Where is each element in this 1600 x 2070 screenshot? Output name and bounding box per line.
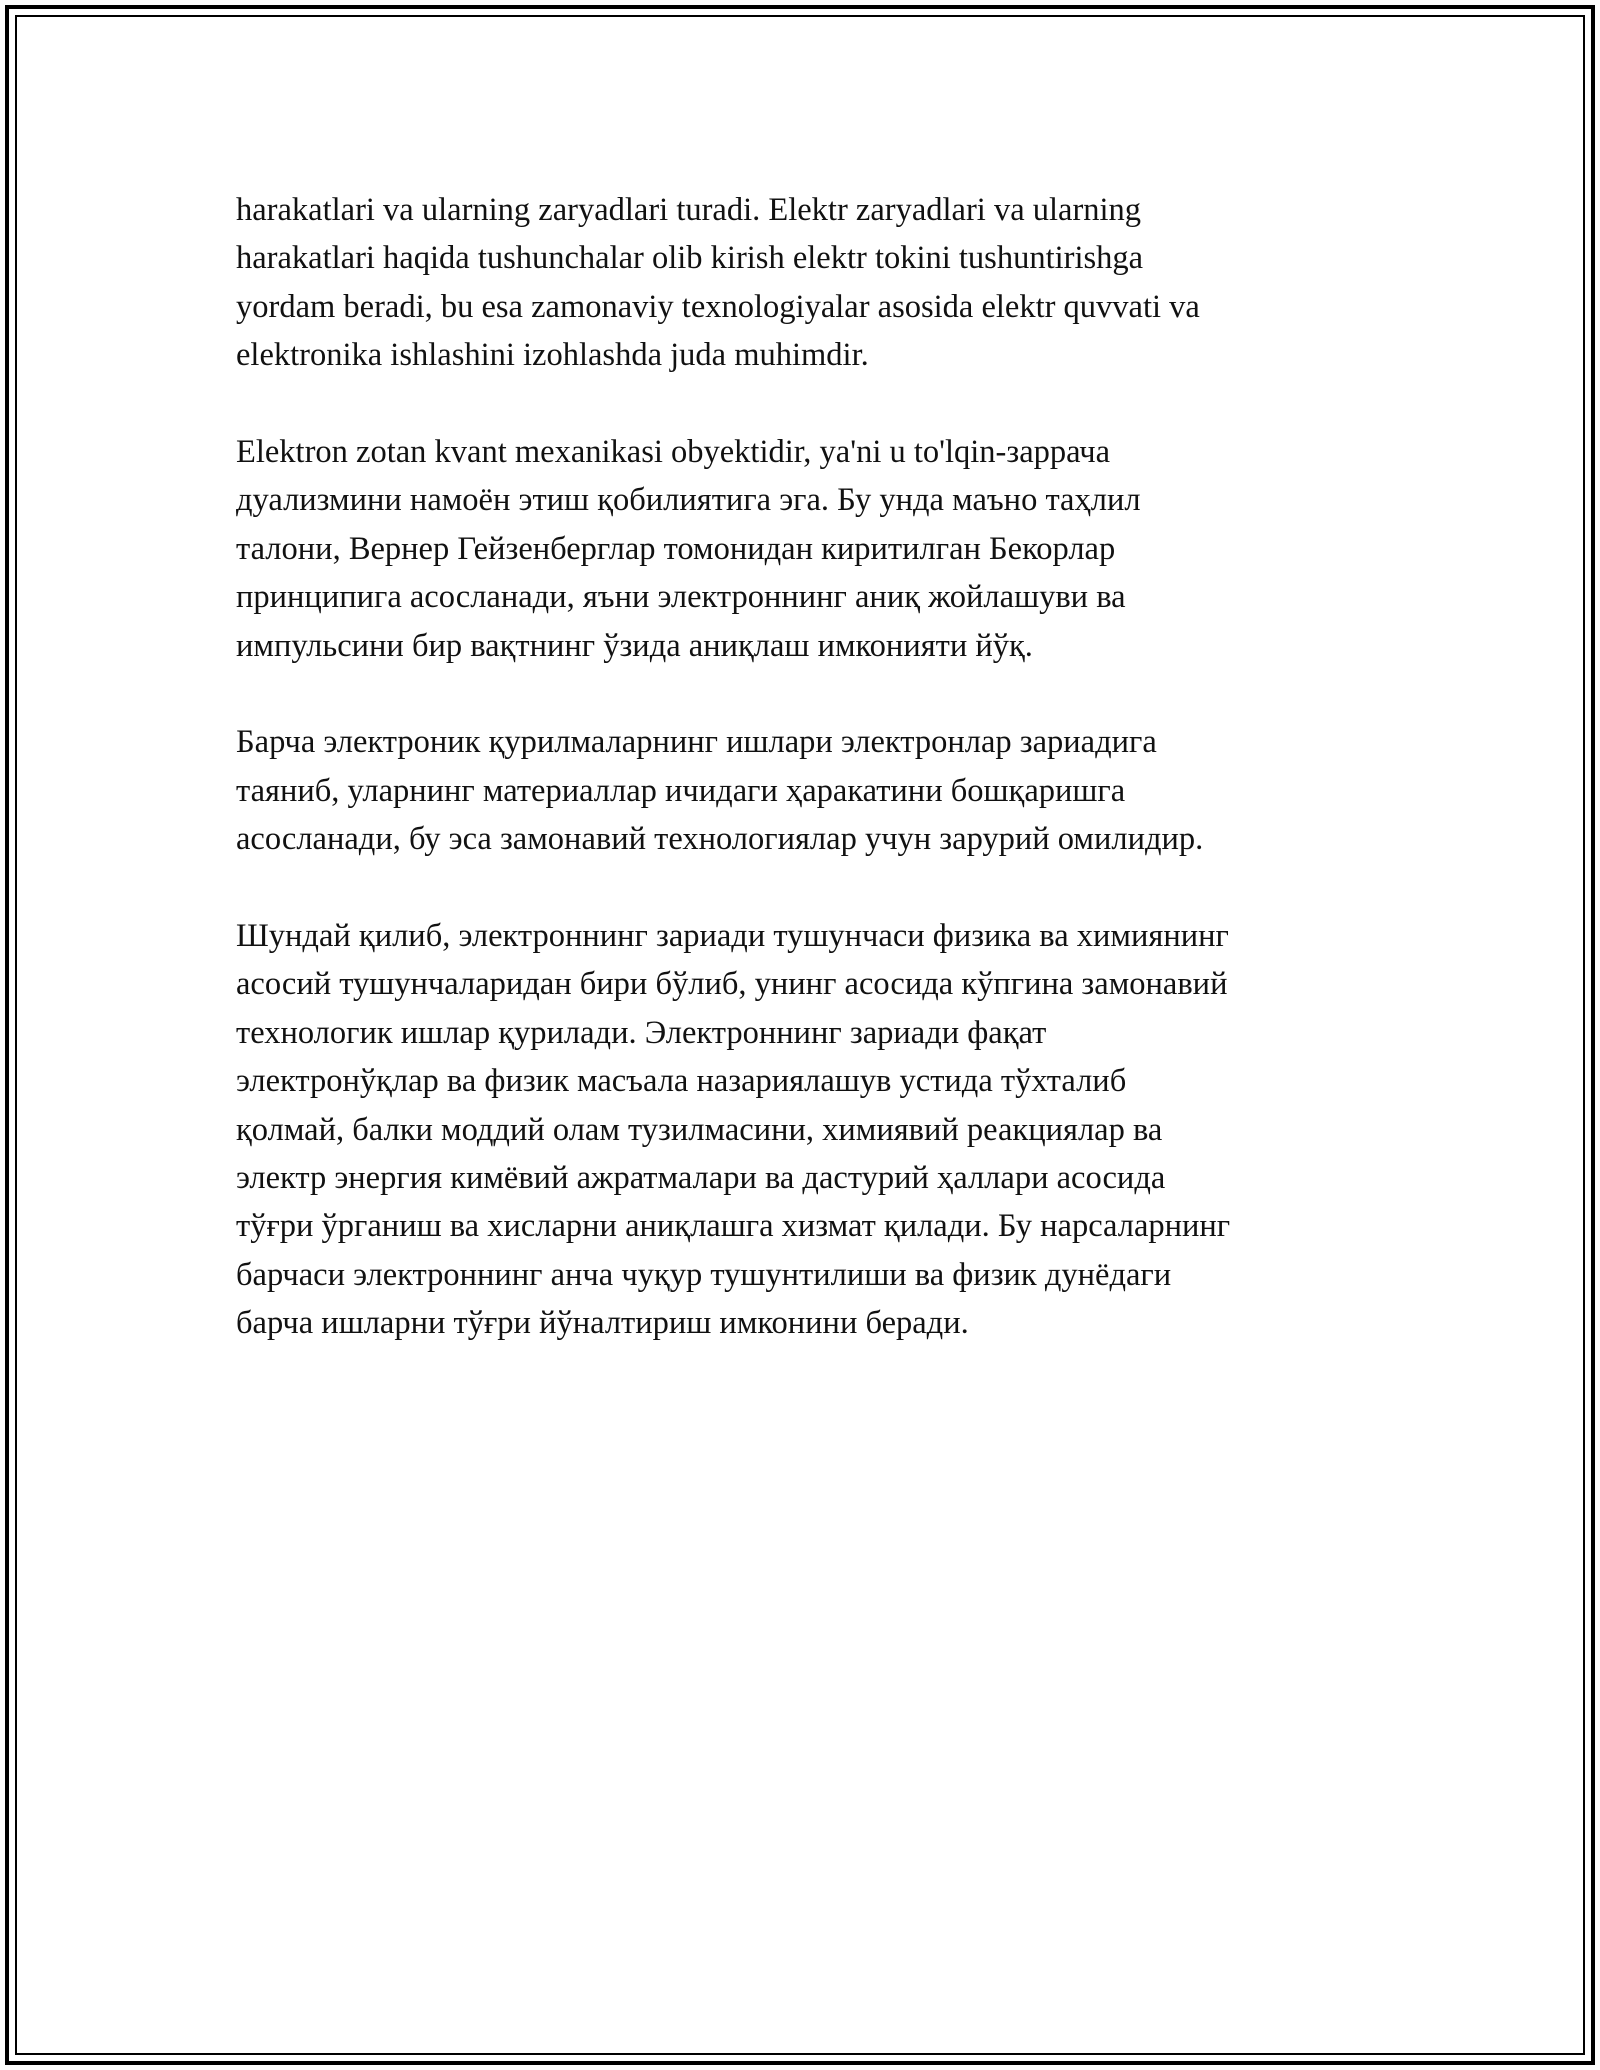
text-line: барча ишларни тўғри йўналтириш имконини беради. xyxy=(236,1305,969,1342)
text-line: тўғри ўрганиш ва хисларни аниқлашга хизмат қилади. Бу нарсаларнинг xyxy=(236,1208,1231,1245)
paragraph-4 xyxy=(236,912,1376,1348)
text-line: Шундай қилиб, электроннинг зариади тушунчаси физика ва химиянинг xyxy=(236,918,1229,955)
text-line: қолмай, балки моддий олам тузилмасини, химиявий реакциялар ва xyxy=(236,1111,1163,1148)
text-line: дуализмини намоён этиш қобилиятига эга. Бу унда маъно таҳлил xyxy=(236,482,1141,519)
text-line: электронўқлар ва физик масъала назариялашув устида тўхталиб xyxy=(236,1063,1127,1100)
document-body xyxy=(236,186,1376,1396)
text-line: талони, Вернер Гейзенберглар томонидан киритилган Бекорлар xyxy=(236,530,1116,567)
text-line: импульсини бир вақтнинг ўзида аниқлаш имконияти йўқ. xyxy=(236,627,1033,664)
text-line: yordam beradi, bu esa zamonaviy texnologiyalar asosida elektr quvvati va xyxy=(236,288,1200,325)
paragraph-3 xyxy=(236,718,1376,863)
text-line: elektronika ishlashini izohlashda juda muhimdir. xyxy=(236,337,869,374)
text-line: harakatlari va ularning zaryadlari turadi. Elektr zaryadlari va ularning xyxy=(236,192,1142,228)
text-line: асосий тушунчаларидан бири бўлиб, унинг асосида кўпгина замонавий xyxy=(236,966,1228,1003)
text-line: harakatlari haqida tushunchalar olib kirish elektr tokini tushuntirishga xyxy=(236,240,1144,277)
text-line: Барча электроник қурилмаларнинг ишлари электронлар зариадига xyxy=(236,724,1157,761)
text-line: электр энергия кимёвий ажратмалари ва дастурий ҳаллари асосида xyxy=(236,1160,1166,1197)
text-line: Elektron zotan kvant mexanikasi obyektidir, ya'ni u to'lqin-заррача xyxy=(236,434,1111,471)
text-line: таяниб, уларнинг материаллар ичидаги ҳаракатини бошқаришга xyxy=(236,772,1126,809)
text-line: асосланади, бу эса замонавий технологиялар учун зарурий омилидир. xyxy=(236,821,1204,858)
text-line: принципига асосланади, яъни электроннинг аниқ жойлашуви ва xyxy=(236,579,1126,616)
text-line: технологик ишлар қурилади. Электроннинг зариади фақат xyxy=(236,1014,1047,1051)
paragraph-2 xyxy=(236,428,1376,670)
paragraph-1 xyxy=(236,186,1376,380)
text-line: барчаси электроннинг анча чуқур тушунтилиши ва физик дунёдаги xyxy=(236,1256,1172,1293)
